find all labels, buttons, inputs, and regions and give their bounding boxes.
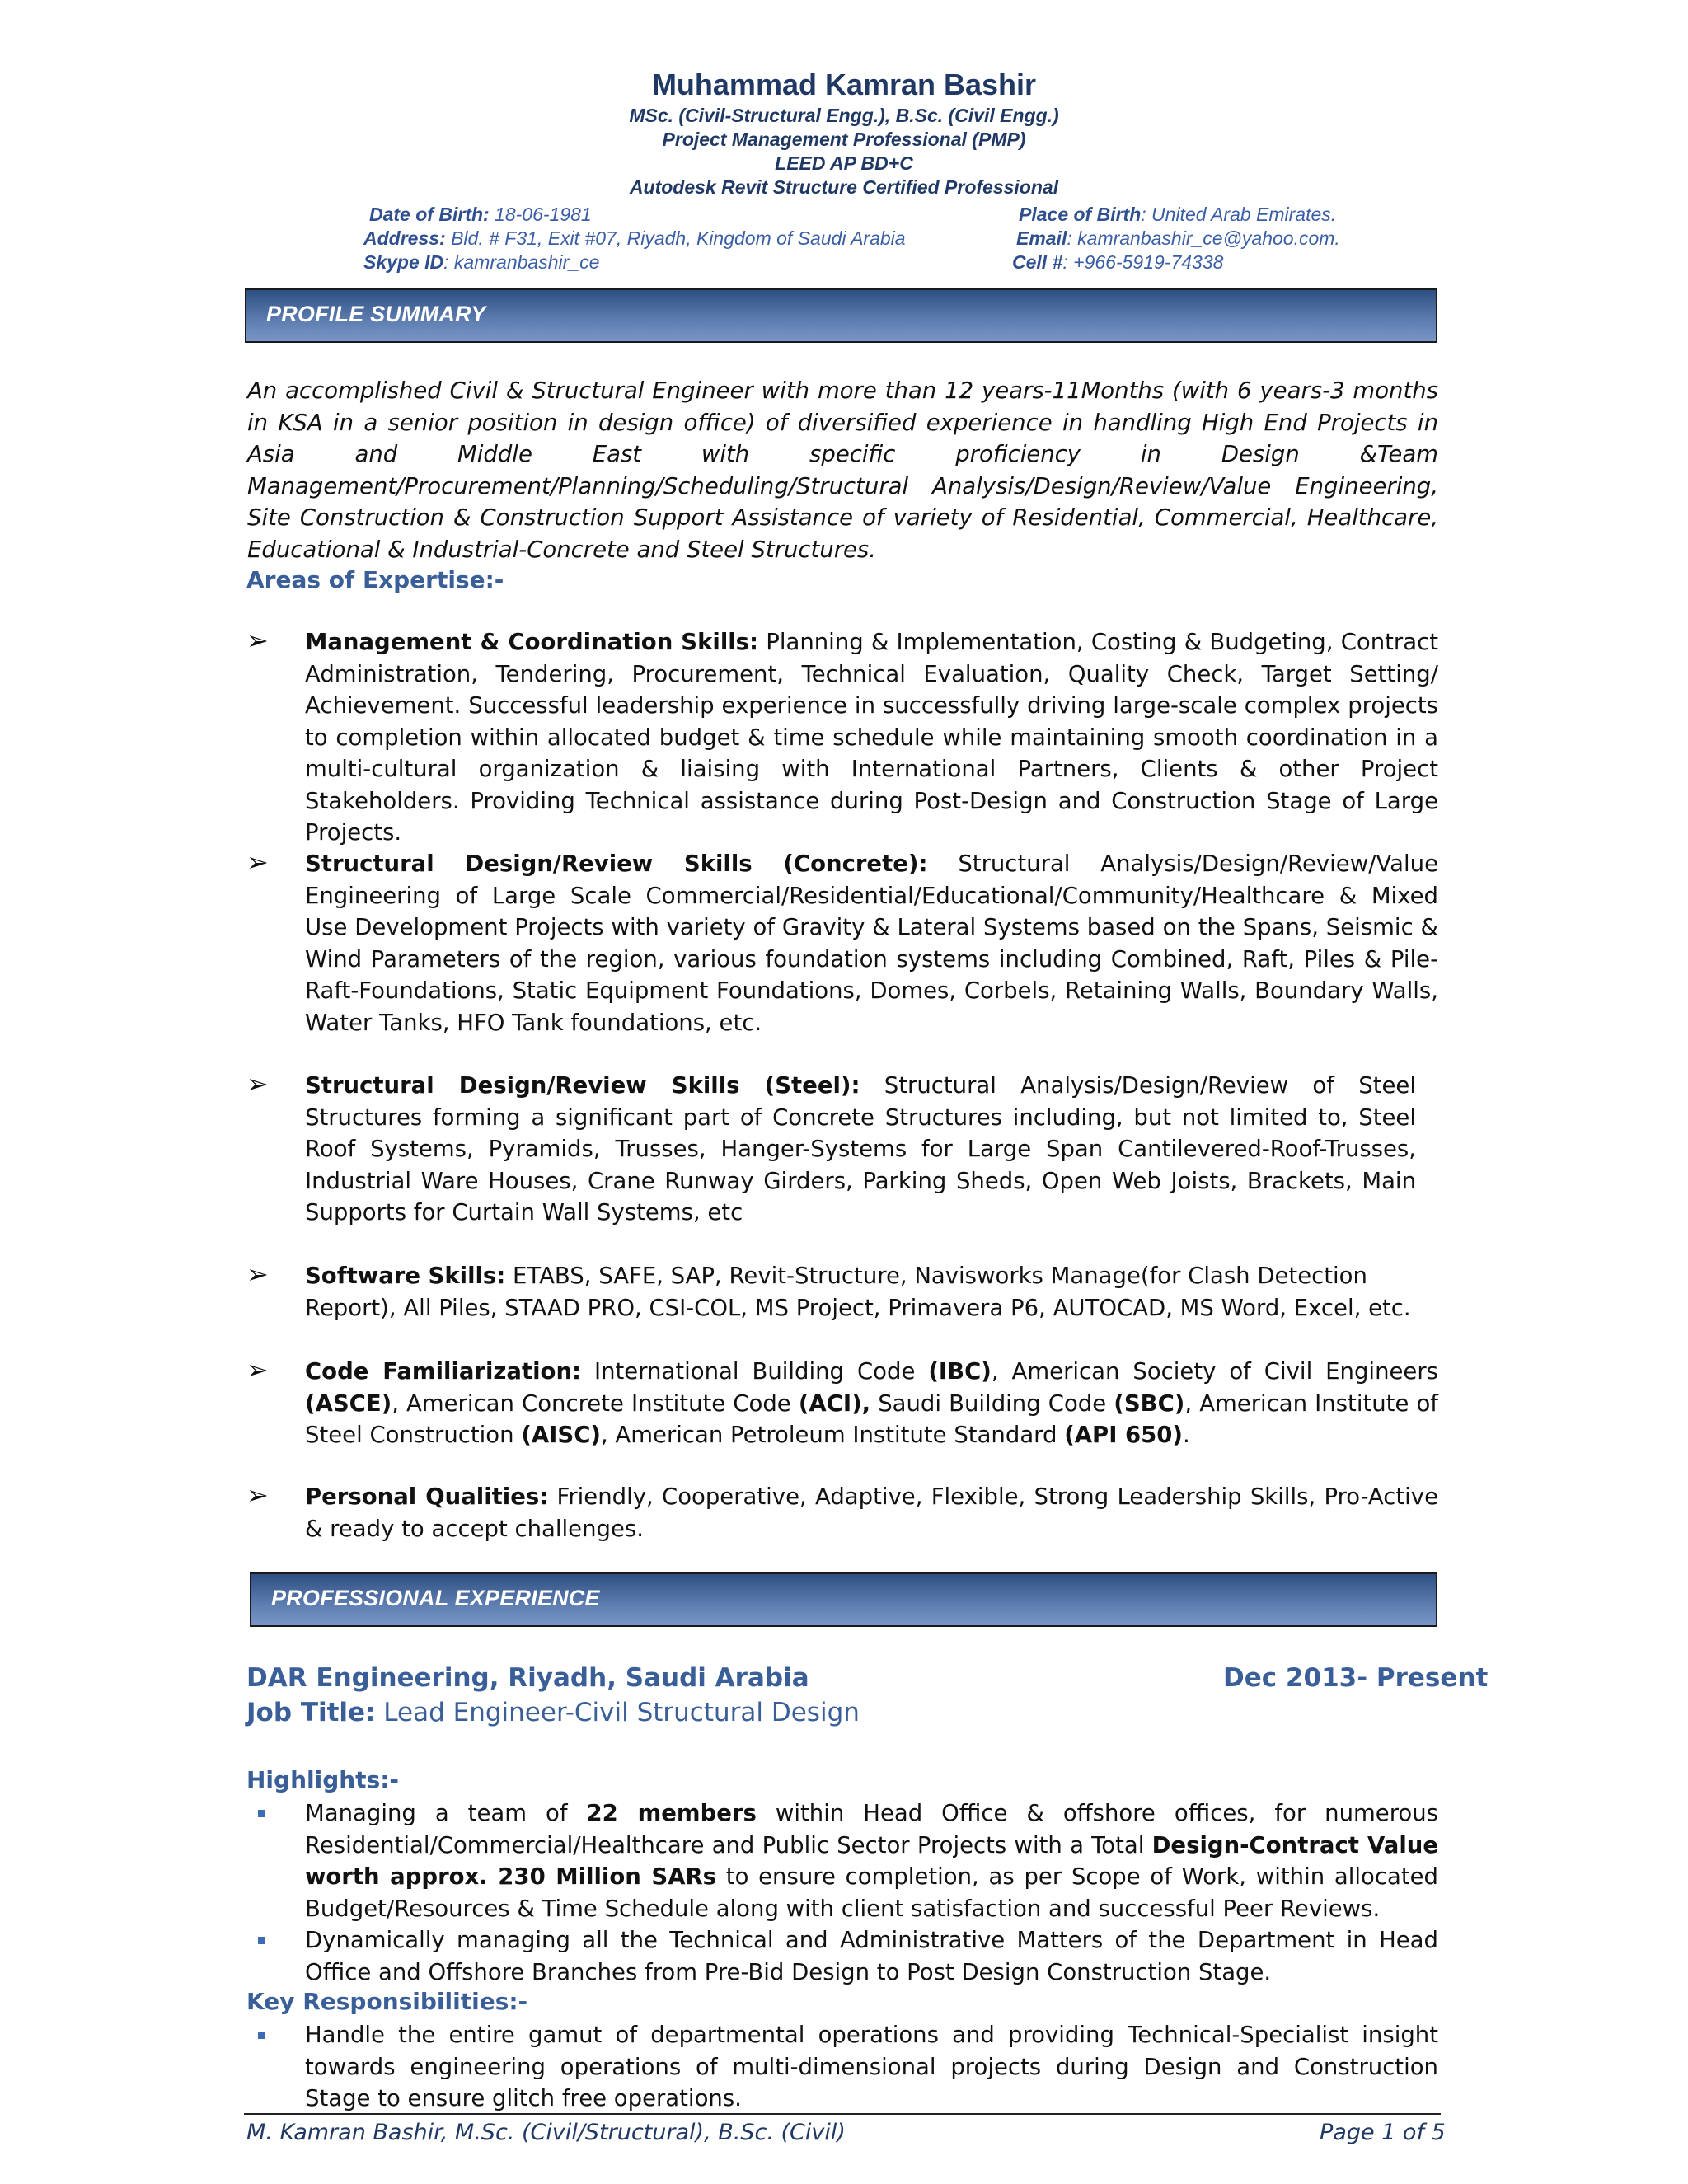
square-bullet-icon	[258, 2032, 265, 2039]
code-text: , American Concrete Institute Code	[392, 1390, 799, 1417]
profile-summary-title: PROFILE SUMMARY	[266, 302, 486, 326]
code-abbr: (API 650)	[1064, 1422, 1183, 1448]
cell-value: : +966-5919-74338	[1062, 251, 1224, 273]
expertise-text: Structural Analysis/Design/Review of Steel Structures forming a significant part of Concrete Structures including, but not limited to, Steel Roof Systems, Pyramids, Trusses, Hanger-Systems for Large Span Cantilevered-Roof-Trusses, Industrial Ware Houses, Crane Runway Girders, Parking Sheds, Open Web Joists, Brackets, Main Supports for Curtain Wall Systems, etc	[305, 1072, 1416, 1226]
expertise-text: Friendly, Cooperative, Adaptive, Flexible, Strong Leadership Skills, Pro-Active & ready to accept challenges.	[305, 1483, 1439, 1542]
areas-of-expertise-heading: Areas of Expertise:-	[246, 566, 504, 593]
expertise-label: Software Skills:	[305, 1263, 506, 1289]
cell-label: Cell #	[1012, 251, 1063, 273]
highlight-item	[305, 1797, 1438, 1924]
code-text: Saudi Building Code	[870, 1390, 1114, 1417]
skype-id	[363, 251, 599, 274]
dob-label: Date of Birth:	[369, 204, 490, 225]
email-value: : kamranbashir_ce@yahoo.com.	[1067, 227, 1340, 249]
candidate-name: Muhammad Kamran Bashir	[651, 68, 1037, 101]
company-name: DAR Engineering, Riyadh, Saudi Arabia	[246, 1663, 809, 1693]
employment-dates: Dec 2013- Present	[1223, 1663, 1489, 1693]
expertise-label: Management & Coordination Skills:	[305, 629, 759, 655]
professional-experience-bar	[250, 1572, 1437, 1627]
code-text: , American Institute of Steel Construction	[305, 1390, 1438, 1448]
arrow-bullet-icon: ➢	[246, 1258, 269, 1290]
job-title-value: Lead Engineer-Civil Structural Design	[375, 1698, 860, 1727]
credential-3: LEED AP BD+C	[775, 152, 913, 174]
expertise-item-steel	[305, 1070, 1416, 1229]
expertise-text: ETABS, SAFE, SAP, Revit-Structure, Navisworks Manage(for Clash Detection Report), All Piles, STAAD PRO, CSI-COL, MS Project, Primavera P6, AUTOCAD, MS Word, Excel, etc.	[305, 1263, 1411, 1321]
square-bullet-icon	[258, 1937, 265, 1944]
expertise-item-software	[305, 1260, 1416, 1324]
code-abbr: (ASCE)	[305, 1390, 392, 1417]
email-label: Email	[1016, 227, 1067, 249]
arrow-bullet-icon: ➢	[246, 1354, 269, 1385]
highlights-heading: Highlights:-	[246, 1766, 400, 1793]
skype-label: Skype ID	[363, 251, 444, 273]
credential-2: Project Management Professional (PMP)	[662, 129, 1026, 150]
arrow-bullet-icon: ➢	[246, 1068, 269, 1099]
job-title	[246, 1698, 860, 1727]
responsibility-item: Handle the entire gamut of departmental operations and providing Technical-Specialist insight towards engineering operations of multi-dimensional projects during Design and Construction Stage to ensure glitch free operations.	[305, 2022, 1438, 2111]
code-abbr: (IBC)	[928, 1358, 992, 1385]
place-of-birth	[1019, 203, 1336, 227]
profile-summary-bar	[245, 288, 1437, 343]
arrow-bullet-icon: ➢	[246, 846, 269, 878]
address-value: Bld. # F31, Exit #07, Riyadh, Kingdom of Saudi Arabia	[445, 227, 906, 249]
highlight-emphasis: 22 members	[586, 1800, 757, 1826]
pob-label: Place of Birth	[1019, 204, 1142, 225]
expertise-item-codes	[305, 1356, 1438, 1451]
email	[1016, 227, 1340, 251]
code-abbr: (SBC)	[1114, 1390, 1185, 1417]
expertise-label: Structural Design/Review Skills (Concrete):	[305, 851, 928, 877]
key-responsibilities-heading: Key Responsibilities:-	[246, 1988, 528, 2015]
highlight-emphasis: Design-Contract Value worth approx. 230 Million SARs	[305, 1831, 1438, 1890]
footer-divider	[244, 2113, 1441, 2115]
code-abbr: (AISC)	[521, 1422, 601, 1448]
expertise-label: Code Familiarization:	[305, 1358, 582, 1385]
highlight-text: within Head Office & offshore offices, for numerous Residential/Commercial/Healthcare and Public Sector Projects with a Total	[305, 1800, 1438, 1858]
arrow-bullet-icon: ➢	[246, 1479, 269, 1511]
code-abbr: (ACI),	[798, 1390, 871, 1417]
expertise-item-concrete	[305, 848, 1438, 1038]
cell-number	[1012, 251, 1223, 274]
address	[363, 227, 906, 251]
code-text: International Building Code	[581, 1358, 929, 1385]
expertise-label: Structural Design/Review Skills (Steel):	[305, 1072, 860, 1099]
expertise-item-personal	[305, 1481, 1438, 1544]
expertise-label: Personal Qualities:	[305, 1483, 549, 1510]
highlight-text: to ensure completion, as per Scope of Work, within allocated Budget/Resources & Time Schedule along with client satisfaction and successful Peer Reviews.	[305, 1863, 1439, 1922]
job-title-label: Job Title:	[246, 1698, 376, 1727]
square-bullet-icon	[258, 1810, 265, 1817]
address-label: Address:	[363, 227, 446, 249]
credential-4: Autodesk Revit Structure Certified Professional	[629, 176, 1059, 198]
pob-value: : United Arab Emirates.	[1141, 204, 1337, 225]
dob-value: 18-06-1981	[489, 204, 592, 225]
skype-value: : kamranbashir_ce	[443, 251, 600, 273]
profile-summary-text: An accomplished Civil & Structural Engineer with more than 12 years-11Months (with 6 years-3 months in KSA in a senior position in design office) of diversified experience in handling High End Projects in Asia and Middle East with specific proficiency in Design &Team Management/Procurement/Planning/Scheduling/Structural Analysis/Design/Review/Value Engineering, Site Construction & Construction Support Assistance of variety of Residential, Commercial, Healthcare, Educational & Industrial-Concrete and Steel Structures.	[247, 377, 1438, 563]
highlight-item: Dynamically managing all the Technical and Administrative Matters of the Department in Head Office and Offshore Branches from Pre-Bid Design to Post Design Construction Stage.	[305, 1927, 1438, 1985]
arrow-bullet-icon: ➢	[246, 625, 269, 656]
expertise-text: Planning & Implementation, Costing & Budgeting, Contract Administration, Tendering, Procurement, Technical Evaluation, Quality Check, Target Setting/ Achievement. Successful leadership experience in successfully driving large-scale complex projects to completion within allocated budget & time schedule while maintaining smooth coordination in a multi-cultural organization & liaising with International Partners, Clients & other Project Stakeholders. Providing Technical assistance during Post-Design and Construction Stage of Large Projects.	[305, 629, 1438, 846]
footer-author: M. Kamran Bashir, M.Sc. (Civil/Structural), B.Sc. (Civil)	[246, 2120, 846, 2145]
highlight-text: Managing a team of	[305, 1800, 587, 1826]
credential-1: MSc. (Civil-Structural Engg.), B.Sc. (Civil Engg.)	[629, 105, 1059, 126]
code-text: , American Petroleum Institute Standard	[600, 1422, 1065, 1448]
footer-page-number: Page 1 of 5	[1320, 2120, 1446, 2145]
resume-header	[0, 66, 1688, 199]
code-text: .	[1182, 1422, 1190, 1448]
date-of-birth	[369, 203, 592, 227]
code-text: , American Society of Civil Engineers	[991, 1358, 1438, 1385]
expertise-text: Structural Analysis/Design/Review/Value Engineering of Large Scale Commercial/Residential/Educational/Community/Healthcare & Mixed Use Development Projects with variety of Gravity & Lateral Systems based on the Spans, Seismic & Wind Parameters of the region, various foundation systems including Combined, Raft, Piles & Pile-Raft-Foundations, Static Equipment Foundations, Domes, Corbels, Retaining Walls, Boundary Walls, Water Tanks, HFO Tank foundations, etc.	[305, 851, 1438, 1036]
professional-experience-title: PROFESSIONAL EXPERIENCE	[271, 1586, 600, 1610]
expertise-item-management	[305, 626, 1438, 849]
